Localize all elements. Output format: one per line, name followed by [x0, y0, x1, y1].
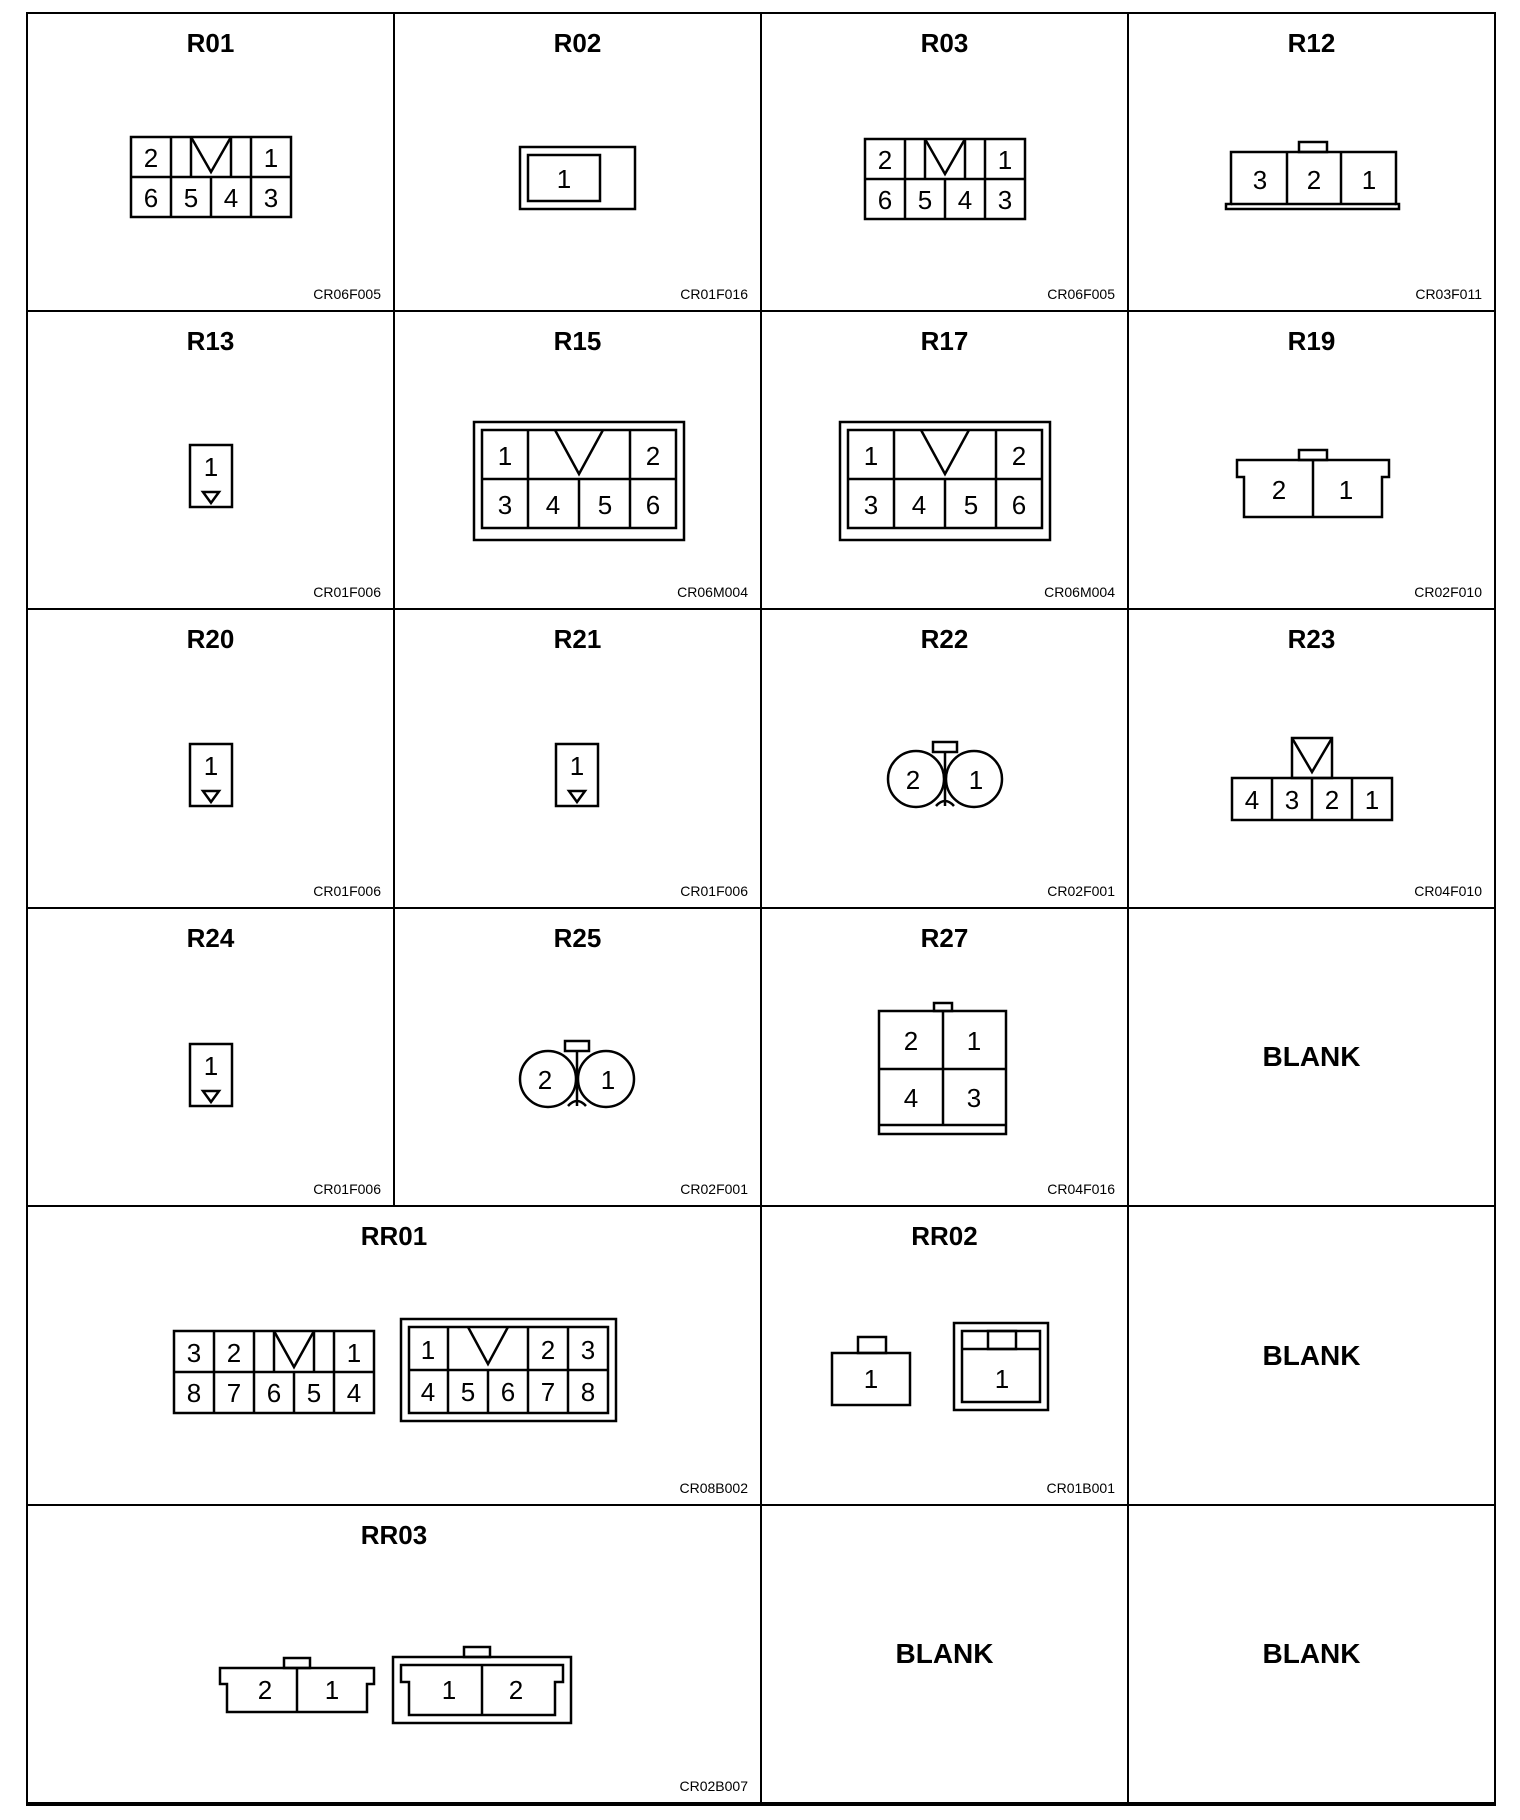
pin-label: 1	[203, 751, 219, 781]
connector-title: RR02	[911, 1221, 978, 1251]
connector-r21-diagram	[395, 610, 762, 909]
pin-label: 1	[569, 751, 585, 781]
pin-label: 1	[997, 145, 1013, 175]
pin-label: 4	[346, 1378, 362, 1408]
pin-label: 1	[600, 1065, 616, 1095]
connector-code: CR01F016	[680, 286, 748, 302]
connector-r25-diagram	[395, 909, 762, 1207]
pin-label: 1	[556, 164, 572, 194]
cell-r25	[395, 909, 762, 1207]
cell-blank-3	[762, 1506, 1129, 1804]
pin-label: 6	[877, 185, 893, 215]
pin-label: 7	[226, 1378, 242, 1408]
cell-r20	[28, 610, 395, 909]
pin-label: 1	[1338, 475, 1354, 505]
connector-code: CR02F010	[1414, 584, 1482, 600]
pin-label: 2	[257, 1675, 273, 1705]
cell-rr03	[28, 1506, 762, 1804]
connector-title: R27	[920, 923, 969, 953]
pin-label: 1	[863, 441, 879, 471]
connector-code: CR04F010	[1414, 883, 1482, 899]
pin-label: 3	[580, 1335, 596, 1365]
pin-label: 2	[1011, 441, 1027, 471]
connector-title: R20	[186, 624, 235, 654]
pin-label: 3	[863, 490, 879, 520]
connector-code: CR01F006	[313, 584, 381, 600]
connector-r03-diagram	[762, 14, 1129, 312]
pin-label: 1	[966, 1026, 982, 1056]
pin-label: 4	[903, 1083, 919, 1113]
connector-r22-diagram	[762, 610, 1129, 909]
connector-r20-diagram	[28, 610, 395, 909]
pin-label: 2	[1271, 475, 1287, 505]
connector-title: RR03	[360, 1520, 428, 1550]
pin-label: 7	[540, 1377, 556, 1407]
pin-label: 6	[645, 490, 661, 520]
connector-r19-diagram	[1129, 312, 1496, 610]
cell-r23	[1129, 610, 1496, 909]
pin-label: 3	[186, 1338, 202, 1368]
connector-r13-diagram	[28, 312, 395, 610]
cell-r01	[28, 14, 395, 312]
cell-r15	[395, 312, 762, 610]
connector-title: R15	[553, 326, 602, 356]
pin-label: 1	[863, 1364, 879, 1394]
pin-label: 2	[905, 765, 921, 795]
pin-label: 1	[203, 1051, 219, 1081]
cell-rr01	[28, 1207, 762, 1506]
cell-r17	[762, 312, 1129, 610]
blank-label: BLANK	[1262, 1339, 1361, 1371]
connector-code: CR02B007	[679, 1778, 748, 1794]
pin-label: 2	[540, 1335, 556, 1365]
connector-title: R25	[553, 923, 602, 953]
pin-label: 1	[497, 441, 513, 471]
connector-rr01-diagram	[28, 1207, 762, 1506]
cell-blank-1	[1129, 909, 1496, 1207]
pin-label: 1	[994, 1364, 1010, 1394]
cell-blank-4	[1129, 1506, 1496, 1804]
connector-title: R12	[1287, 28, 1336, 58]
pin-label: 5	[460, 1377, 476, 1407]
connector-title: R13	[186, 326, 235, 356]
connector-code: CR01F006	[313, 883, 381, 899]
connector-grid	[26, 12, 1496, 1806]
pin-label: 3	[997, 185, 1013, 215]
connector-code: CR06F005	[313, 286, 381, 302]
cell-r27	[762, 909, 1129, 1207]
pin-label: 2	[143, 143, 159, 173]
pin-label: 3	[1252, 165, 1268, 195]
pin-label: 3	[497, 490, 513, 520]
pin-label: 5	[963, 490, 979, 520]
pin-label: 5	[917, 185, 933, 215]
pin-label: 2	[1306, 165, 1322, 195]
connector-r02-diagram	[395, 14, 762, 312]
cell-blank-2	[1129, 1207, 1496, 1506]
connector-title: R23	[1287, 624, 1336, 654]
pin-label: 2	[877, 145, 893, 175]
connector-code: CR08B002	[679, 1480, 748, 1496]
pin-label: 2	[645, 441, 661, 471]
pin-label: 3	[966, 1083, 982, 1113]
pin-label: 5	[183, 183, 199, 213]
pin-label: 4	[223, 183, 239, 213]
pin-label: 8	[580, 1377, 596, 1407]
connector-r12-diagram	[1129, 14, 1496, 312]
cell-r02	[395, 14, 762, 312]
pin-label: 1	[968, 765, 984, 795]
cell-r19	[1129, 312, 1496, 610]
pin-label: 1	[420, 1335, 436, 1365]
connector-code: CR04F016	[1047, 1181, 1115, 1197]
connector-rr03-diagram	[28, 1506, 762, 1804]
blank-label: BLANK	[1262, 1041, 1361, 1072]
cell-r24	[28, 909, 395, 1207]
connector-title: R02	[553, 28, 602, 58]
pin-label: 6	[143, 183, 159, 213]
pin-label: 6	[500, 1377, 516, 1407]
pin-label: 1	[324, 1675, 340, 1705]
connector-code: CR01F006	[680, 883, 748, 899]
pin-label: 6	[1011, 490, 1027, 520]
connector-title: R19	[1287, 326, 1336, 356]
pin-label: 1	[1361, 165, 1377, 195]
connector-r23-diagram	[1129, 610, 1496, 909]
connector-rr02-diagram	[762, 1207, 1129, 1506]
connector-title: R24	[186, 923, 235, 953]
connector-code: CR01B001	[1046, 1480, 1115, 1496]
connector-code: CR02F001	[680, 1181, 748, 1197]
cell-r03	[762, 14, 1129, 312]
connector-code: CR02F001	[1047, 883, 1115, 899]
cell-rr02	[762, 1207, 1129, 1506]
pin-label: 6	[266, 1378, 282, 1408]
cell-r13	[28, 312, 395, 610]
connector-r01-diagram	[28, 14, 395, 312]
connector-title: R03	[920, 28, 969, 58]
pin-label: 4	[957, 185, 973, 215]
pin-label: 5	[597, 490, 613, 520]
pin-label: 1	[441, 1675, 457, 1705]
connector-title: R17	[920, 326, 969, 356]
pin-label: 4	[911, 490, 927, 520]
blank-label: BLANK	[1262, 1638, 1361, 1669]
cell-r12	[1129, 14, 1496, 312]
pin-label: 1	[1364, 785, 1380, 815]
connector-title: R21	[553, 624, 602, 654]
connector-title: R22	[920, 624, 969, 654]
pin-label: 1	[263, 143, 279, 173]
connector-title: RR01	[360, 1221, 428, 1251]
pin-label: 1	[203, 452, 219, 482]
blank-label: BLANK	[895, 1638, 994, 1669]
pin-label: 2	[1324, 785, 1340, 815]
connector-code: CR06M004	[1044, 584, 1115, 600]
pin-label: 4	[1244, 785, 1260, 815]
cell-r21	[395, 610, 762, 909]
connector-title: R01	[186, 28, 235, 58]
connector-code: CR06M004	[677, 584, 748, 600]
pin-label: 2	[508, 1675, 524, 1705]
pin-label: 2	[226, 1338, 242, 1368]
connector-code: CR03F011	[1415, 286, 1482, 302]
pin-label: 1	[346, 1338, 362, 1368]
pin-label: 3	[263, 183, 279, 213]
pin-label: 2	[903, 1026, 919, 1056]
cell-r22	[762, 610, 1129, 909]
pin-label: 3	[1284, 785, 1300, 815]
connector-code: CR06F005	[1047, 286, 1115, 302]
connector-code: CR01F006	[313, 1181, 381, 1197]
pin-label: 2	[537, 1065, 553, 1095]
connector-r15-diagram	[395, 312, 762, 610]
connector-r27-diagram	[762, 909, 1129, 1207]
pin-label: 5	[306, 1378, 322, 1408]
connector-r24-diagram	[28, 909, 395, 1207]
connector-r17-diagram	[762, 312, 1129, 610]
pin-label: 4	[545, 490, 561, 520]
pin-label: 4	[420, 1377, 436, 1407]
pin-label: 8	[186, 1378, 202, 1408]
